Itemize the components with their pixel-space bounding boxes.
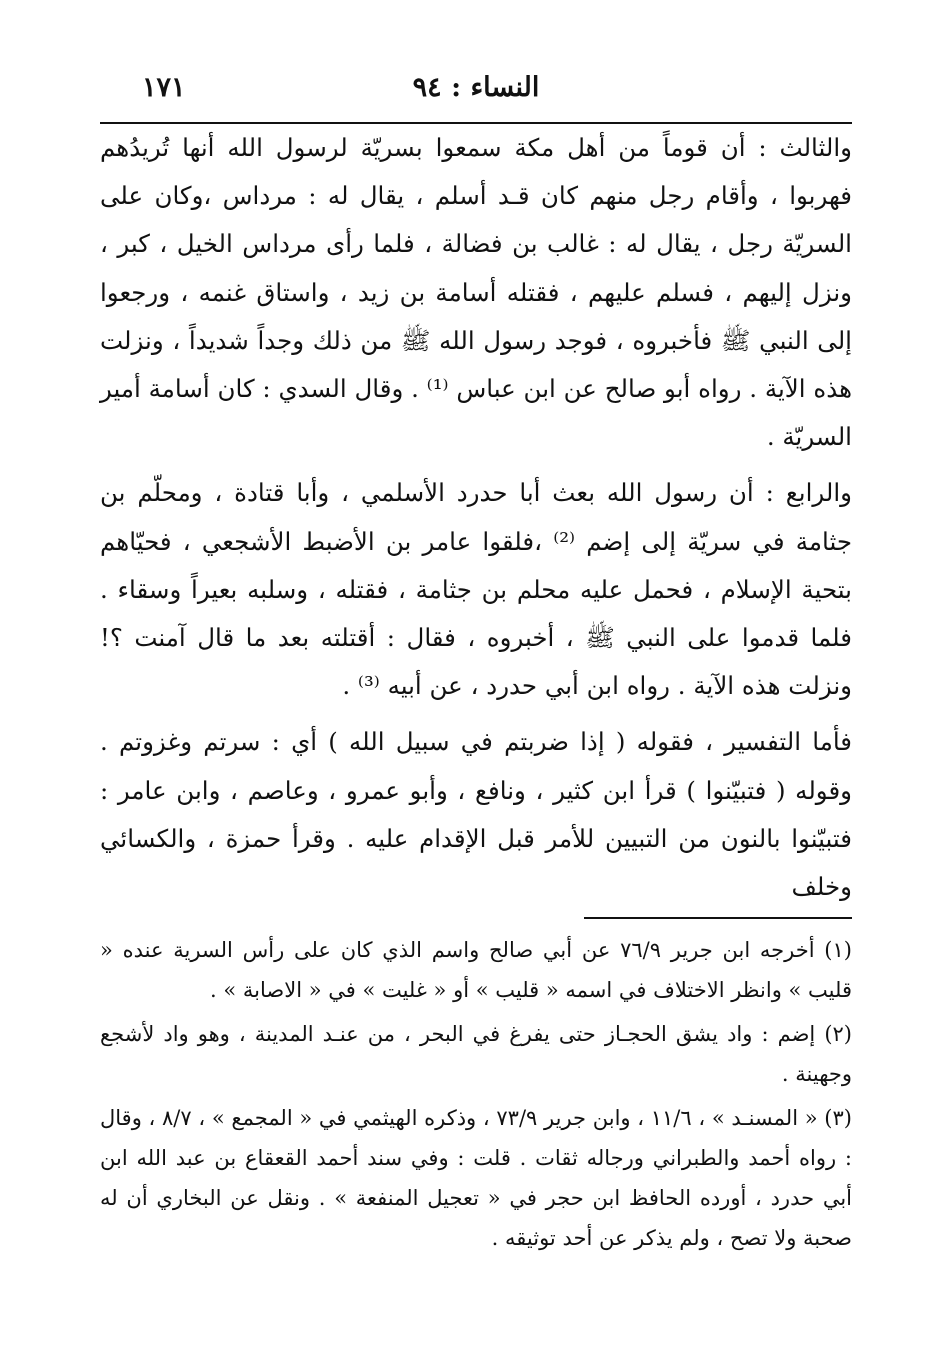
page-header	[100, 72, 852, 112]
footnote: (٢) إضم : واد يشق الحجـاز حتى يفرغ في البحر ، من عنـد المدينة ، وهو واد لأشجع وجهينة .	[100, 1022, 852, 1086]
footnote: (١) أخرجه ابن جرير ٧٦/٩ عن أبي صالح واسم الذي كان على رأس السرية عنده « قليب » وانظر الاختلاف في اسمه « قليب » أو « غليت » في « الاصابة » .	[100, 938, 852, 1002]
footnotes	[100, 930, 852, 1262]
page-number: ١٧١	[142, 72, 186, 103]
paragraph: والثالث : أن قوماً من أهل مكة سمعوا بسريّة لرسول الله أنها تُريدُهم فهربوا ، وأقام رجل منهم كان قـد أسلم ، يقال له : مرداس ،وكان على السريّة رجل ، يقال له : غالب بن فضالة ، فلما رأى مرداس الخيل ، كبر ، ونزل إليهم ، فسلم عليهم ، فقتله أسامة بن زيد ، واستاق غنمه ، ورجعوا إلى النبي ﷺ فأخبروه ، فوجد رسول الله ﷺ من ذلك وجداً شديداً ، ونزلت هذه الآية . رواه أبو صالح عن ابن عباس ⁽¹⁾ . وقال السدي : كان أسامة أمير السريّة .	[100, 133, 852, 452]
footnote-rule	[584, 917, 852, 919]
main-text	[100, 124, 852, 915]
paragraph: والرابع : أن رسول الله بعث أبا حدرد الأسلمي ، وأبا قتادة ، ومحلّم بن جثامة في سريّة إلى إضم ⁽²⁾ ،فلقوا عامر بن الأضبط الأشجعي ، فحيّاهم بتحية الإسلام ، فحمل عليه محلم بن جثامة ، فقتله ، وسلبه بعيراً وسقاء . فلما قدموا على النبي ﷺ ، أخبروه ، فقال : أقتلته بعد ما قال آمنت ؟! ونزلت هذه الآية . رواه ابن أبي حدرد ، عن أبيه ⁽³⁾ .	[100, 478, 852, 701]
running-title: النساء : ٩٤	[412, 72, 540, 103]
footnote: (٣) « المسنـد » ، ١١/٦ ، وابن جرير ٧٣/٩ ، وذكره الهيثمي في « المجمع » ، ٨/٧ ، وقال : رواه أحمد والطبراني ورجاله ثقات . قلت : وفي سند أحمد القعقاع بن عبد الله ابن أبي حدرد ، أورده الحافظ ابن حجر في « تعجيل المنفعة » . ونقل عن البخاري أن له صحبة ولا تصح ، ولم يذكر عن أحد توثيقه .	[100, 1106, 852, 1250]
paragraph: فأما التفسير ، فقوله ( إذا ضربتم في سبيل الله ) أي : سرتم وغزوتم . وقوله ( فتبيّنوا ) قرأ ابن كثير ، ونافع ، وأبو عمرو ، وعاصم ، وابن عامر : فتبيّنوا بالنون من التبيين للأمر قبل الإقدام عليه . وقرأ حمزة ، والكسائي وخلف	[100, 727, 852, 902]
